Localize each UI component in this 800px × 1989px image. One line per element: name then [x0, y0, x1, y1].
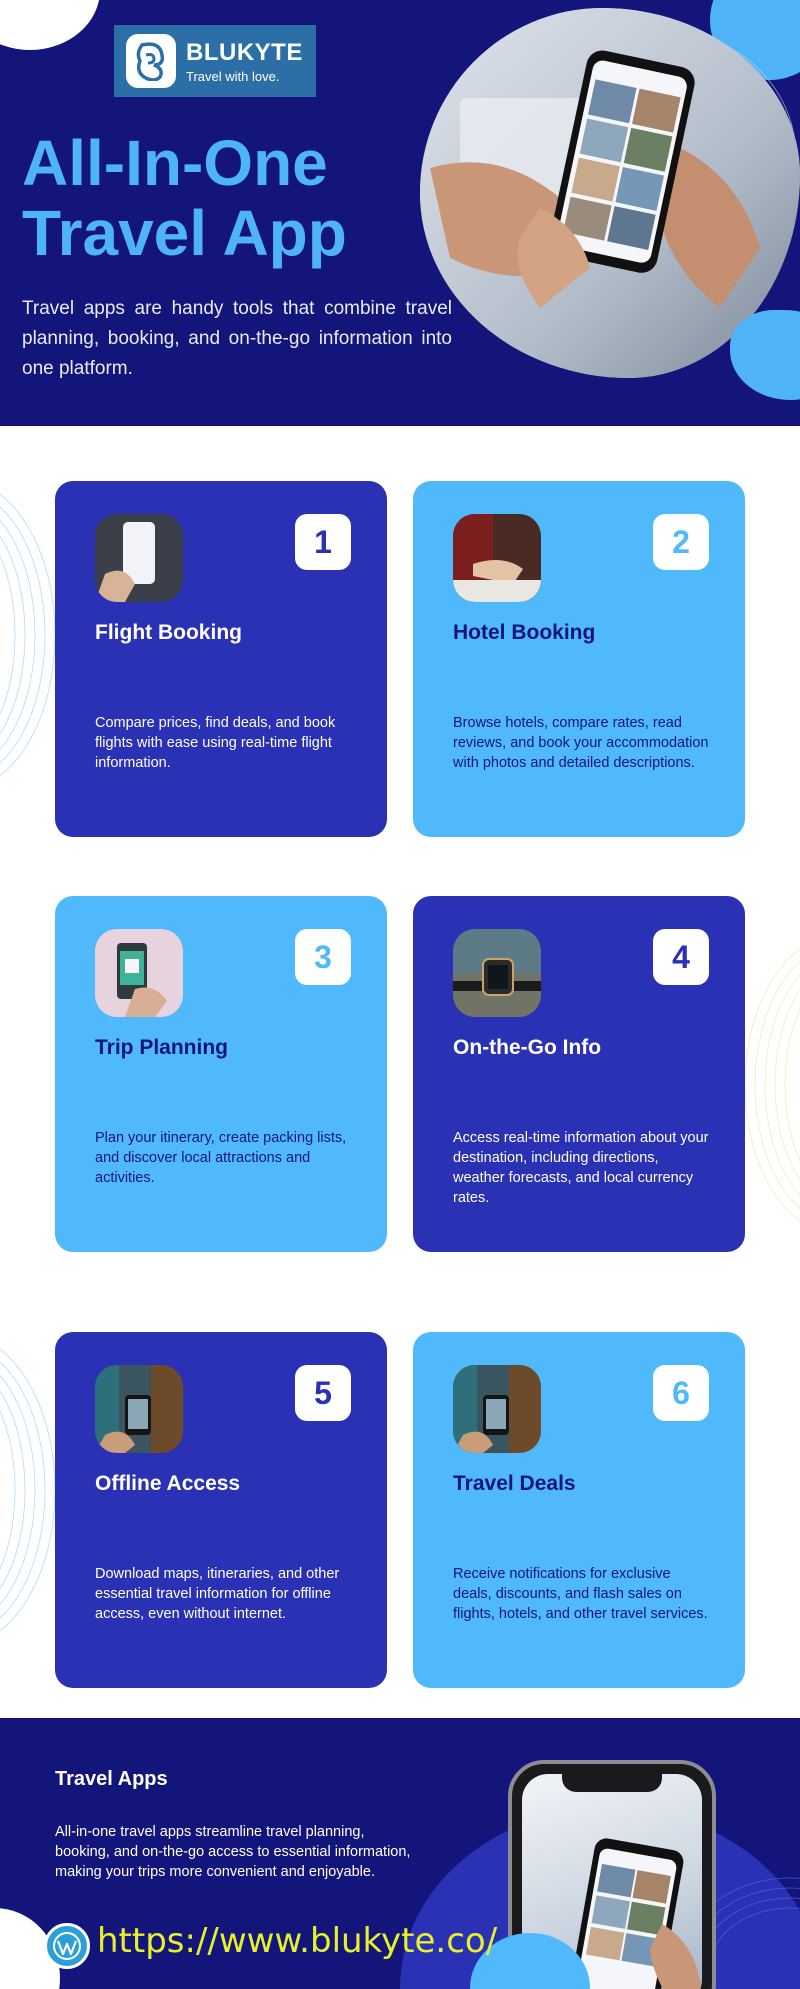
decorative-blob — [0, 0, 100, 50]
brand-tagline: Travel with love. — [186, 68, 280, 84]
card-title: Trip Planning — [95, 1036, 229, 1059]
feature-card-trip-planning[interactable] — [55, 896, 387, 1252]
title-line-2: Travel App — [22, 197, 347, 269]
wordpress-icon — [44, 1923, 90, 1969]
phone-photo-thumbnail — [95, 514, 183, 602]
card-title: On-the-Go Info — [453, 1036, 602, 1059]
feature-card-hotel-booking[interactable] — [413, 481, 745, 837]
card-title: Flight Booking — [95, 621, 242, 644]
hero-section — [0, 0, 800, 426]
street-phone-photo-thumbnail — [453, 1365, 541, 1453]
card-number: 4 — [653, 929, 709, 985]
smartwatch-photo-thumbnail — [453, 929, 541, 1017]
feature-card-offline-access[interactable] — [55, 1332, 387, 1688]
card-number: 2 — [653, 514, 709, 570]
card-description: Download maps, itineraries, and other essential travel information for offline access, even without internet. — [95, 1566, 340, 1622]
card-description: Plan your itinerary, create packing lists, and discover local attractions and activities. — [95, 1130, 347, 1186]
feature-card-flight-booking[interactable] — [55, 481, 387, 837]
feature-card-travel-deals[interactable] — [413, 1332, 745, 1688]
brand-logo[interactable] — [114, 25, 316, 97]
footer-description: All-in-one travel apps streamline travel planning, booking, and on-the-go access to essential information, making your trips more convenient and enjoyable. — [55, 1824, 411, 1880]
wave-lines-decoration — [0, 470, 60, 800]
title-line-1: All-In-One — [22, 127, 328, 199]
footer-title: Travel Apps — [55, 1768, 168, 1790]
card-description: Receive notifications for exclusive deals, discounts, and flash sales on flights, hotels, and other travel services. — [453, 1566, 708, 1622]
wave-lines-decoration — [740, 925, 800, 1245]
feature-card-on-the-go-info[interactable] — [413, 896, 745, 1252]
brand-mark-icon — [126, 34, 176, 88]
card-title: Offline Access — [95, 1472, 241, 1495]
card-number: 1 — [295, 514, 351, 570]
page-title — [22, 128, 442, 268]
street-phone-photo-thumbnail — [95, 1365, 183, 1453]
card-description: Browse hotels, compare rates, read reviews, and book your accommodation with photos and detailed descriptions. — [453, 715, 709, 771]
card-number: 6 — [653, 1365, 709, 1421]
wave-lines-decoration — [0, 1325, 60, 1655]
card-description: Compare prices, find deals, and book flights with ease using real-time flight information. — [95, 715, 336, 771]
footer-section — [0, 1718, 800, 1989]
card-number: 5 — [295, 1365, 351, 1421]
brand-name: BLUKYTE — [186, 38, 303, 66]
card-title: Travel Deals — [453, 1472, 576, 1495]
card-description: Access real-time information about your destination, including directions, weather forecasts, and local currency rates. — [453, 1130, 709, 1206]
website-link[interactable]: https://www.blukyte.co/ — [97, 1921, 498, 1961]
card-title: Hotel Booking — [453, 621, 596, 644]
qr-phone-photo-thumbnail — [95, 929, 183, 1017]
hotel-photo-thumbnail — [453, 514, 541, 602]
hero-description: Travel apps are handy tools that combine travel planning, booking, and on-the-go information into one platform. — [22, 298, 452, 379]
card-number: 3 — [295, 929, 351, 985]
